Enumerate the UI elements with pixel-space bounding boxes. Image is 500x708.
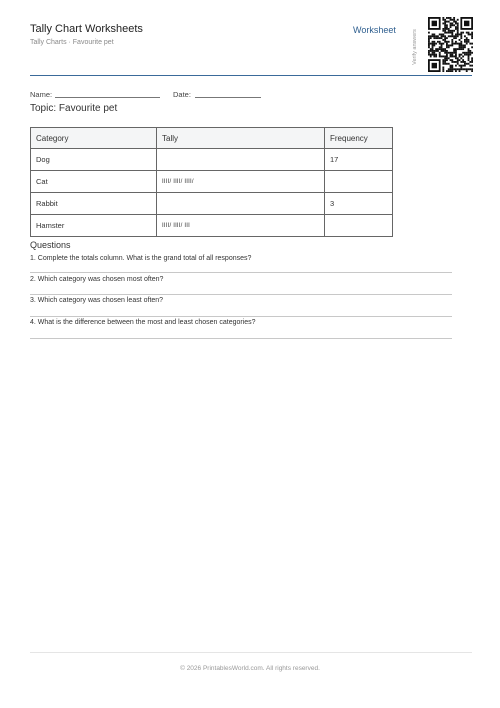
qr-code-icon[interactable]: [428, 17, 473, 72]
column-header-tally: Tally: [157, 128, 325, 149]
table-row: [31, 171, 393, 193]
answer-line-4[interactable]: [30, 338, 452, 339]
category-cell: Dog: [31, 149, 157, 171]
copyright-footer: © 2026 PrintablesWorld.com. All rights reserved.: [180, 665, 320, 672]
table-row: [31, 215, 393, 237]
category-cell: Hamster: [31, 215, 157, 237]
frequency-cell[interactable]: [325, 171, 393, 193]
tally-cell[interactable]: IIII/ IIII/ III: [157, 215, 325, 237]
name-label: Name:: [30, 90, 53, 99]
footer-divider: [30, 652, 472, 653]
date-label: Date:: [173, 90, 191, 99]
header-divider: [30, 75, 472, 76]
tally-cell[interactable]: IIII/ IIII/ IIII/: [157, 171, 325, 193]
table-header-row: [31, 128, 393, 149]
answer-line-1[interactable]: [30, 272, 452, 273]
frequency-cell[interactable]: 17: [325, 149, 393, 171]
answer-line-3[interactable]: [30, 316, 452, 317]
question-3: 3. Which category was chosen least often?: [30, 297, 164, 304]
verify-answers-label: Verify answers: [412, 29, 418, 65]
worksheet-title: Tally Chart Worksheets: [30, 23, 143, 35]
category-cell: Rabbit: [31, 193, 157, 215]
tally-cell[interactable]: [157, 149, 325, 171]
verify-answers-caption: [408, 22, 422, 72]
name-field-line[interactable]: [55, 97, 160, 98]
worksheet-subtitle: Tally Charts · Favourite pet: [30, 39, 114, 46]
column-header-frequency: Frequency: [325, 128, 393, 149]
category-cell: Cat: [31, 171, 157, 193]
topic-heading: Topic: Favourite pet: [30, 103, 118, 114]
tally-table: [30, 127, 393, 237]
tally-cell[interactable]: [157, 193, 325, 215]
question-2: 2. Which category was chosen most often?: [30, 276, 164, 283]
worksheet-type-label: Worksheet: [353, 25, 396, 35]
frequency-cell[interactable]: [325, 215, 393, 237]
question-1: 1. Complete the totals column. What is the grand total of all responses?: [30, 255, 252, 262]
answer-line-2[interactable]: [30, 294, 452, 295]
date-field-line[interactable]: [195, 97, 261, 98]
questions-heading: Questions: [30, 240, 71, 250]
column-header-category: Category: [31, 128, 157, 149]
table-row: [31, 193, 393, 215]
frequency-cell[interactable]: 3: [325, 193, 393, 215]
table-row: [31, 149, 393, 171]
question-4: 4. What is the difference between the most and least chosen categories?: [30, 319, 256, 326]
